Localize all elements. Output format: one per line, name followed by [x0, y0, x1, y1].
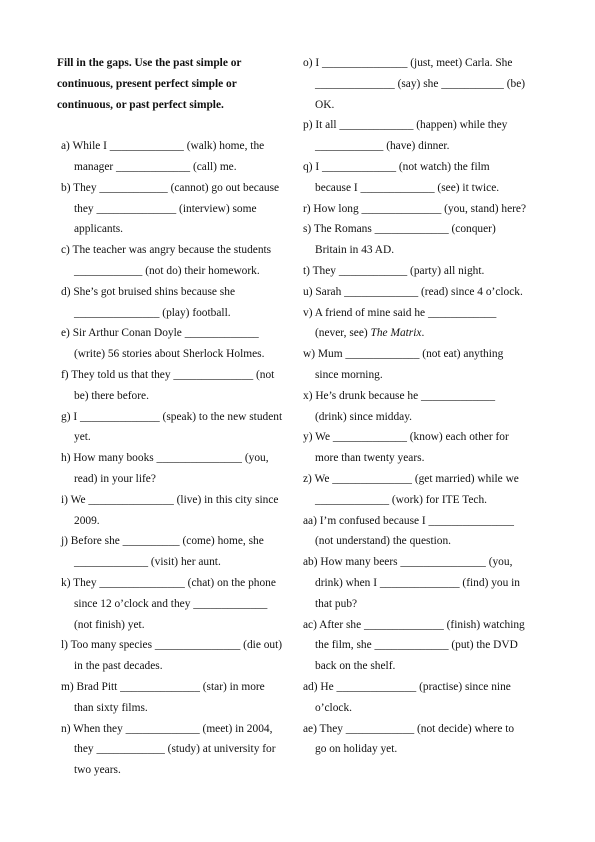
exercise-item: [57, 136, 295, 178]
exercise-line: applicants.: [74, 223, 124, 236]
exercise-line: x) He’s drunk because he _____________: [303, 389, 496, 402]
exercise-line: v) A friend of mine said he ____________: [303, 306, 497, 319]
exercise-item: [303, 219, 545, 261]
exercise-line: l) Too many species _______________ (die out): [61, 639, 283, 652]
exercise-line: y) We _____________ (know) each other for: [303, 431, 509, 444]
exercise-line: ____________ (have) dinner.: [315, 140, 450, 153]
exercise-line: since morning.: [315, 368, 383, 381]
exercise-line: i) We _______________ (live) in this city since: [61, 493, 279, 506]
exercise-item: [303, 199, 545, 220]
exercise-line: yet.: [74, 431, 91, 444]
exercise-line: more than twenty years.: [315, 452, 425, 465]
exercise-line: manager _____________ (call) me.: [74, 160, 237, 173]
exercise-item: [303, 677, 545, 719]
exercise-line: than sixty films.: [74, 701, 148, 714]
exercise-item: [303, 115, 545, 157]
exercise-line: _____________ (visit) her aunt.: [74, 556, 221, 569]
exercise-line: g) I ______________ (speak) to the new student: [61, 410, 283, 423]
exercise-item: [57, 448, 295, 490]
exercise-line: _____________ (work) for ITE Tech.: [315, 493, 488, 506]
exercise-line: b) They ____________ (cannot) go out because: [61, 181, 280, 194]
left-exercise-list: [57, 136, 295, 781]
exercise-line: ad) He ______________ (practise) since nine: [303, 680, 511, 693]
exercise-item: [57, 573, 295, 635]
exercise-item: [303, 157, 545, 199]
exercise-item: [57, 677, 295, 719]
exercise-line: ac) After she ______________ (finish) watching: [303, 618, 525, 631]
exercise-line: that pub?: [315, 597, 358, 610]
exercise-line: e) Sir Arthur Conan Doyle _____________: [61, 327, 259, 340]
exercise-line: OK.: [315, 98, 335, 111]
exercise-line: ______________ (say) she ___________ (be): [315, 77, 526, 90]
exercise-line: the film, she _____________ (put) the DVD: [315, 639, 518, 652]
exercise-line: (drink) since midday.: [315, 410, 413, 423]
exercise-line: aa) I’m confused because I _______________: [303, 514, 514, 527]
exercise-item: [303, 552, 545, 614]
exercise-line: k) They _______________ (chat) on the phone: [61, 576, 276, 589]
exercise-line: w) Mum _____________ (not eat) anything: [303, 348, 504, 361]
instruction-line: continuous, present perfect simple or: [57, 77, 237, 90]
exercise-line: h) How many books _______________ (you,: [61, 452, 269, 465]
exercise-line: they ____________ (study) at university for: [74, 743, 276, 756]
exercise-line: (not understand) the question.: [315, 535, 452, 548]
right-column: [303, 53, 545, 760]
exercise-line: (not finish) yet.: [74, 618, 145, 631]
exercise-line: (write) 56 stories about Sherlock Holmes.: [74, 348, 265, 361]
spacer: [57, 115, 295, 136]
exercise-line: t) They ____________ (party) all night.: [303, 264, 485, 277]
exercise-item: [57, 635, 295, 677]
exercise-item: [57, 178, 295, 240]
exercise-item: [57, 490, 295, 532]
exercise-line: f) They told us that they ______________ (not: [61, 368, 275, 381]
exercise-line: ____________ (not do) their homework.: [74, 264, 260, 277]
exercise-line: since 12 o’clock and they _____________: [74, 597, 268, 610]
exercise-line: j) Before she __________ (come) home, she: [61, 535, 264, 548]
exercise-line: z) We ______________ (get married) while we: [303, 472, 519, 485]
exercise-item: [57, 282, 295, 324]
exercise-line: in the past decades.: [74, 660, 163, 673]
exercise-line: (never, see) The Matrix.: [315, 327, 425, 340]
exercise-line: Britain in 43 AD.: [315, 244, 395, 257]
exercise-line: m) Brad Pitt ______________ (star) in more: [61, 680, 265, 693]
right-exercise-list: [303, 53, 545, 760]
exercise-line: n) When they _____________ (meet) in 2004,: [61, 722, 273, 735]
exercise-item: [303, 344, 545, 386]
exercise-item: [303, 282, 545, 303]
exercise-line: 2009.: [74, 514, 100, 527]
exercise-line: they ______________ (interview) some: [74, 202, 257, 215]
exercise-line: c) The teacher was angry because the students: [61, 244, 272, 257]
exercise-line: go on holiday yet.: [315, 743, 398, 756]
exercise-line: two years.: [74, 764, 121, 777]
exercise-line: q) I _____________ (not watch) the film: [303, 160, 490, 173]
exercise-line: back on the shelf.: [315, 660, 396, 673]
exercise-line: r) How long ______________ (you, stand) here?: [303, 202, 527, 215]
exercise-item: [57, 719, 295, 781]
exercise-line: because I _____________ (see) it twice.: [315, 181, 500, 194]
exercise-line: o’clock.: [315, 701, 353, 714]
exercise-item: [303, 303, 545, 345]
exercise-item: [303, 53, 545, 115]
instruction-line: continuous, or past perfect simple.: [57, 98, 224, 111]
exercise-item: [303, 386, 545, 428]
exercise-line: p) It all _____________ (happen) while they: [303, 119, 508, 132]
exercise-line: _______________ (play) football.: [74, 306, 231, 319]
instruction-line: Fill in the gaps. Use the past simple or: [57, 57, 242, 69]
exercise-line: s) The Romans _____________ (conquer): [303, 223, 496, 236]
exercise-line: u) Sarah _____________ (read) since 4 o’clock.: [303, 285, 523, 298]
exercise-line: ae) They ____________ (not decide) where to: [303, 722, 515, 735]
exercise-line: a) While I _____________ (walk) home, the: [61, 140, 265, 153]
instructions: [57, 53, 295, 115]
exercise-line: drink) when I ______________ (find) you in: [315, 576, 521, 589]
exercise-item: [303, 615, 545, 677]
exercise-line: d) She’s got bruised shins because she: [61, 285, 235, 298]
exercise-line: be) there before.: [74, 389, 149, 402]
exercise-item: [57, 531, 295, 573]
exercise-item: [303, 427, 545, 469]
exercise-item: [303, 469, 545, 511]
exercise-item: [303, 719, 545, 761]
exercise-item: [303, 511, 545, 553]
exercise-line: ab) How many beers _______________ (you,: [303, 556, 513, 569]
exercise-line: read) in your life?: [74, 472, 156, 485]
exercise-item: [303, 261, 545, 282]
exercise-line: o) I _______________ (just, meet) Carla. She: [303, 57, 513, 69]
exercise-item: [57, 407, 295, 449]
exercise-item: [57, 240, 295, 282]
exercise-item: [57, 365, 295, 407]
exercise-item: [57, 323, 295, 365]
left-column: [57, 53, 295, 781]
